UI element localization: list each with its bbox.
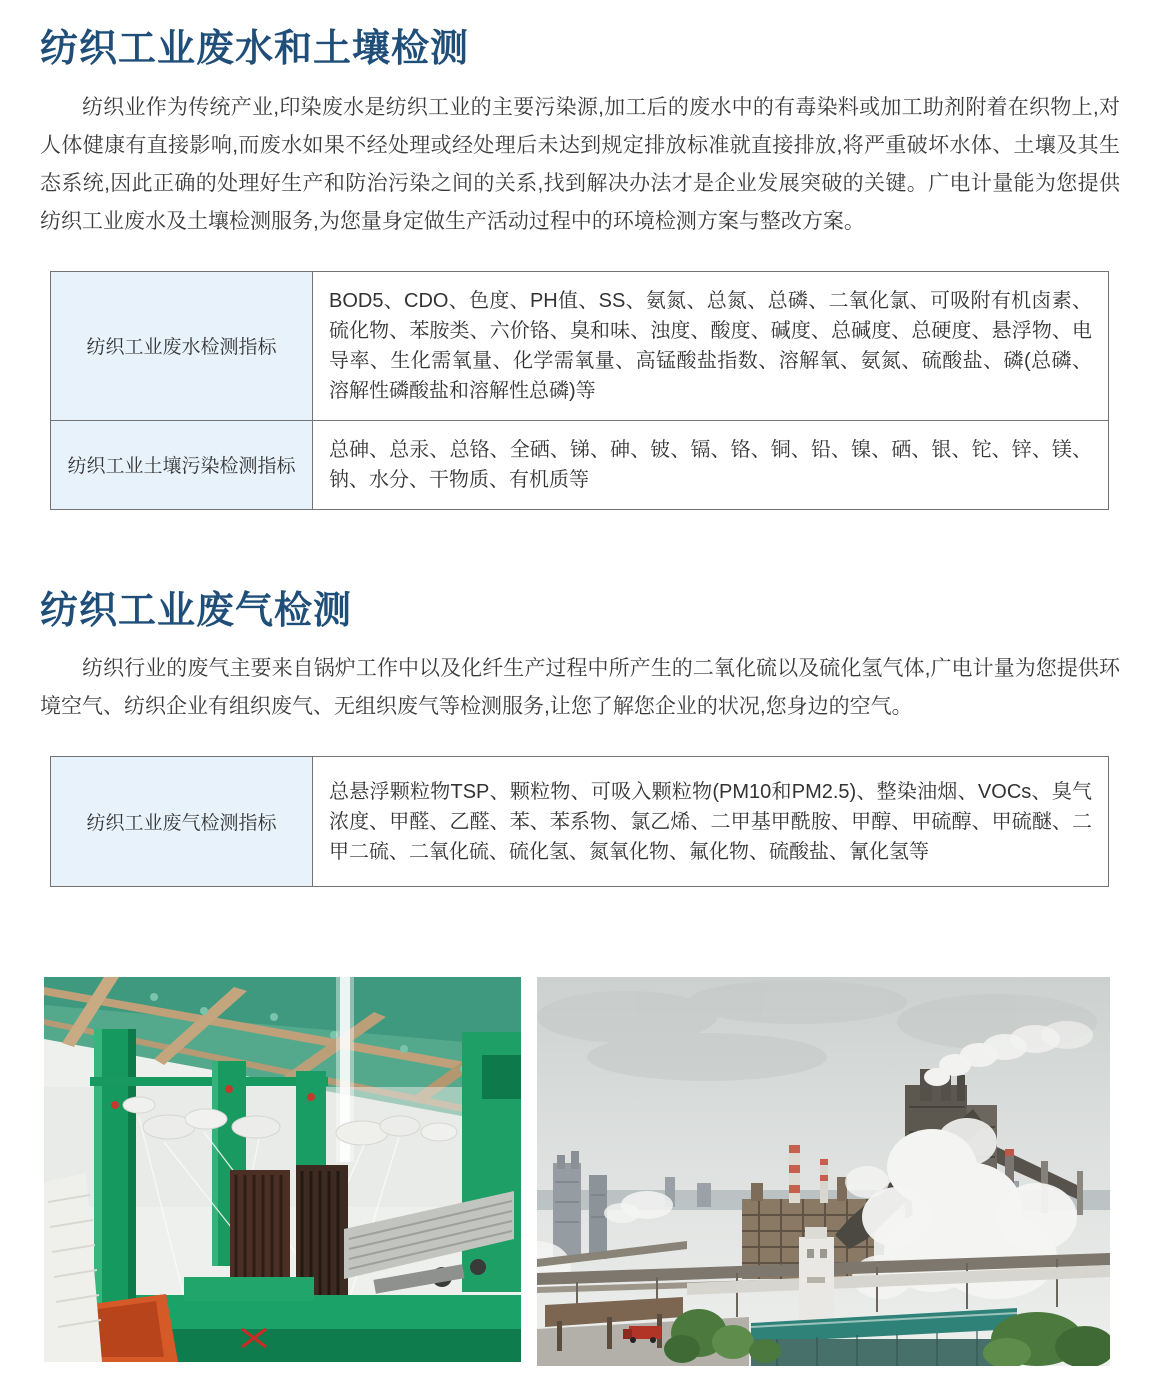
section2-heading: 纺织工业废气检测 <box>40 589 353 632</box>
table-row <box>51 757 1109 887</box>
wastewater-indicators-label: 纺织工业废水检测指标 <box>51 271 313 420</box>
textile-workshop-photo <box>44 977 521 1362</box>
section1-heading: 纺织工业废水和土壤检测 <box>40 28 470 70</box>
soil-indicators-value: 总砷、总汞、总铬、全硒、锑、砷、铍、镉、铬、铜、铅、镍、硒、银、铊、锌、镁、钠、水分、干物质、有机质等 <box>313 420 1109 509</box>
wastewater-soil-table <box>50 271 1109 510</box>
page-content <box>40 27 1120 1366</box>
soil-indicators-label: 纺织工业土壤污染检测指标 <box>51 420 313 509</box>
industrial-plant-illustration <box>537 977 1110 1366</box>
gas-indicators-value: 总悬浮颗粒物TSP、颗粒物、可吸入颗粒物(PM10和PM2.5)、整染油烟、VOCs、臭气浓度、甲醛、乙醛、苯、苯系物、氯乙烯、二甲基甲酰胺、甲醇、甲硫醇、甲硫醚、二甲二硫、二氧化硫、硫化氢、氮氧化物、氟化物、硫酸盐、氰化氢等 <box>313 757 1109 887</box>
industrial-plant-photo <box>537 977 1110 1366</box>
textile-workshop-illustration <box>44 977 521 1362</box>
table-row <box>51 271 1109 420</box>
photo-row <box>44 977 1120 1366</box>
section1-paragraph: 纺织业作为传统产业,印染废水是纺织工业的主要污染源,加工后的废水中的有毒染料或加工助剂附着在织物上,对人体健康有直接影响,而废水如果不经处理或经处理后未达到规定排放标准就直接排放,将严重破坏水体、土壤及其生态系统,因此正确的处理好生产和防治污染之间的关系,找到解决办法才是企业发展突破的关键。广电计量能为您提供纺织工业废水及土壤检测服务,为您量身定做生产活动过程中的环境检测方案与整改方案。 <box>40 95 1120 233</box>
gas-indicators-label: 纺织工业废气检测指标 <box>51 757 313 887</box>
section2-paragraph: 纺织行业的废气主要来自锅炉工作中以及化纤生产过程中所产生的二氧化硫以及硫化氢气体,广电计量为您提供环境空气、纺织企业有组织废气、无组织废气等检测服务,让您了解您企业的状况,您身边的空气。 <box>40 657 1120 719</box>
wastewater-indicators-value: BOD5、CDO、色度、PH值、SS、氨氮、总氮、总磷、二氧化氯、可吸附有机卤素、硫化物、苯胺类、六价铬、臭和味、浊度、酸度、碱度、总碱度、总硬度、悬浮物、电导率、生化需氧量、化学需氧量、高锰酸盐指数、溶解氧、氨氮、硫酸盐、磷(总磷、溶解性磷酸盐和溶解性总磷)等 <box>313 271 1109 420</box>
table-row <box>51 420 1109 509</box>
exhaust-gas-table <box>50 756 1109 887</box>
white-tower <box>799 1227 834 1325</box>
